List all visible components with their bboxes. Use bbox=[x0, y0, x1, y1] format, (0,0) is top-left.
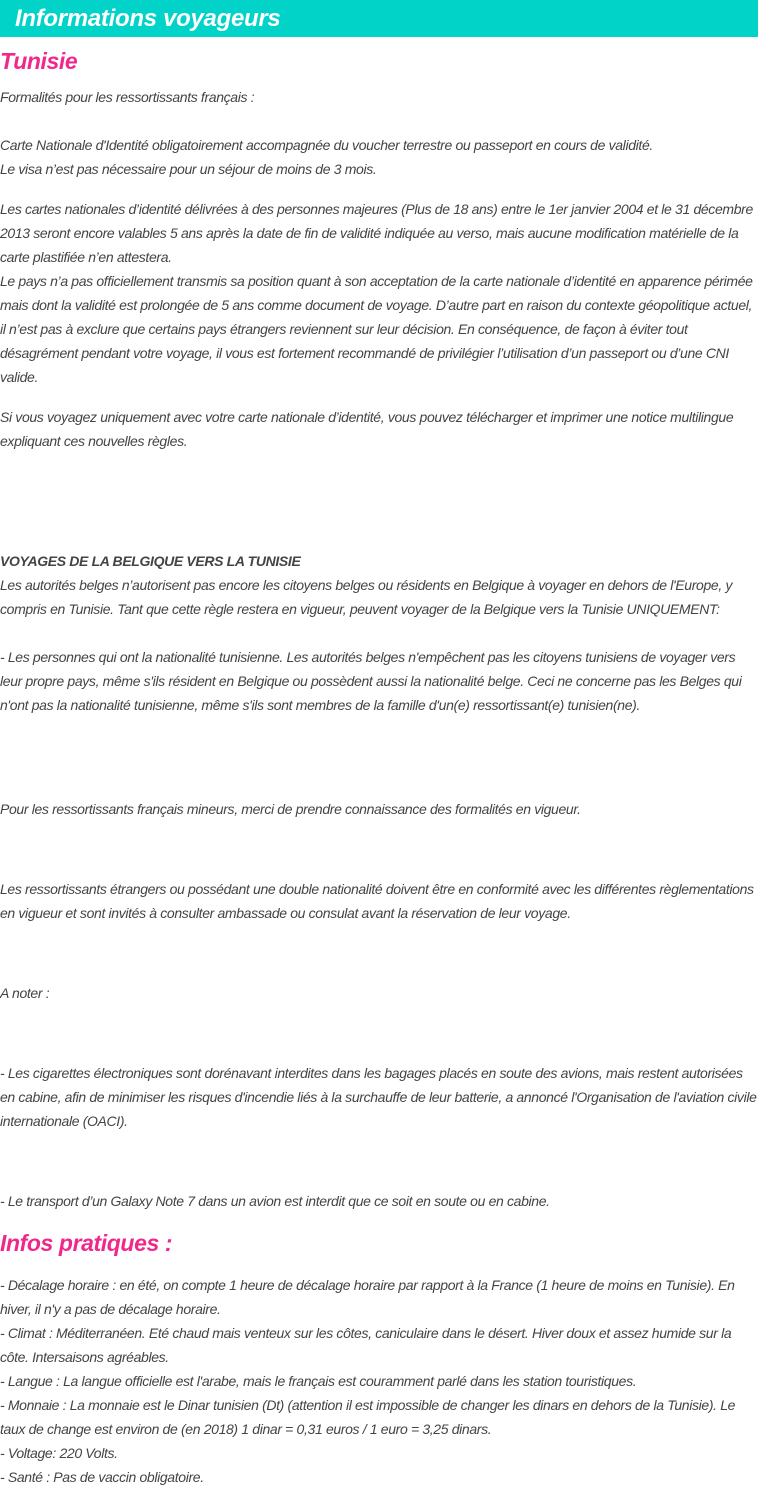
minors-text: Pour les ressortissants français mineurs, merci de prendre connaissance des formalités en vigueur. bbox=[0, 801, 581, 817]
belgium-rule: - Les personnes qui ont la nationalité tunisienne. Les autorités belges n'empêchent pas les citoyens tunisiens de voyager vers leur propre pays, même s'ils résident en Belgique ou possèdent aussi la nationalité belge. Ceci ne concerne pas les Belges qui n'ont pas la nationalité tunisienne, même s'ils sont membres de la famille d'un(e) ressortissant(e) tunisien(ne). bbox=[0, 649, 742, 713]
practical-item-climate: - Climat : Méditerranéen. Eté chaud mais venteux sur les côtes, caniculaire dans le désert. Hiver doux et assez humide sur la côte. Intersaisons agréables. bbox=[0, 1325, 732, 1365]
belgium-heading: VOYAGES DE LA BELGIQUE VERS LA TUNISIE bbox=[0, 553, 301, 569]
practical-item-currency: - Monnaie : La monnaie est le Dinar tunisien (Dt) (attention il est impossible de changer les dinars en dehors de la Tunisie). Le taux de change est environ de (en 2018) 1 dinar = 0,31 euros / 1 euro = 3,25 dinars. bbox=[0, 1397, 736, 1437]
page-header-bar bbox=[0, 0, 758, 37]
formalities-cni-validity: Les cartes nationales d’identité délivrées à des personnes majeures (Plus de 18 ans) entre le 1er janvier 2004 et le 31 décembre 2013 seront encore valables 5 ans après la date de fin de validité indiquée au verso, mais aucune modification matérielle de la carte plastifiée n’en attestera. bbox=[0, 201, 753, 265]
spacer bbox=[0, 109, 758, 133]
spacer bbox=[0, 1133, 758, 1189]
travel-info-content bbox=[0, 37, 758, 1489]
formalities-intro: Formalités pour les ressortissants français : bbox=[0, 89, 255, 105]
practical-item-voltage: - Voltage: 220 Volts. bbox=[0, 1445, 118, 1461]
foreigners-text: Les ressortissants étrangers ou possédant une double nationalité doivent être en conformité avec les différentes règlementations en vigueur et sont invités à consulter ambassade ou consulat avant la réservation de leur voyage. bbox=[0, 881, 754, 921]
notes-galaxy: - Le transport d’un Galaxy Note 7 dans un avion est interdit que ce soit en soute ou en cabine. bbox=[0, 1193, 550, 1209]
practical-item-health: - Santé : Pas de vaccin obligatoire. bbox=[0, 1469, 204, 1485]
spacer bbox=[0, 1005, 758, 1061]
country-title: Tunisie bbox=[0, 48, 78, 74]
practical-item-timezone: - Décalage horaire : en été, on compte 1 heure de décalage horaire par rapport à la France (1 heure de moins en Tunisie). En hiver, il n'y a pas de décalage horaire. bbox=[0, 1277, 735, 1317]
spacer bbox=[0, 453, 758, 549]
spacer bbox=[0, 925, 758, 981]
formalities-cni-notice: Si vous voyagez uniquement avec votre carte nationale d’identité, vous pouvez télécharger et imprimer une notice multilingue expliquant ces nouvelles règles. bbox=[0, 409, 734, 449]
page-title: Informations voyageurs bbox=[15, 5, 281, 32]
notes-ecigarettes: - Les cigarettes électroniques sont dorénavant interdites dans les bagages placés en soute des avions, mais restent autorisées en cabine, afin de minimiser les risques d'incendie liés à la surchauffe de leur batterie, a annoncé l'Organisation de l'aviation civile internationale (OACI). bbox=[0, 1065, 757, 1129]
notes-label: A noter : bbox=[0, 985, 50, 1001]
formalities-cni-position: Le pays n’a pas officiellement transmis sa position quant à son acceptation de la carte nationale d’identité en apparence périmée mais dont la validité est prolongée de 5 ans comme document de voyage. D’autre part en raison du contexte géopolitique actuel, il n’est pas à exclure que certains pays étrangers reviennent sur leur décision. En conséquence, de façon à éviter tout désagrément pendant votre voyage, il vous est fortement recommandé de privilégier l’utilisation d’un passeport ou d’une CNI valide. bbox=[0, 273, 753, 385]
formalities-id-line: Carte Nationale d'Identité obligatoirement accompagnée du voucher terrestre ou passeport en cours de validité. bbox=[0, 137, 653, 153]
formalities-visa-line: Le visa n’est pas nécessaire pour un séjour de moins de 3 mois. bbox=[0, 161, 377, 177]
spacer bbox=[0, 181, 758, 197]
spacer bbox=[0, 717, 758, 797]
practical-title: Infos pratiques : bbox=[0, 1230, 173, 1256]
spacer bbox=[0, 621, 758, 645]
spacer bbox=[0, 389, 758, 405]
belgium-intro: Les autorités belges n’autorisent pas encore les citoyens belges ou résidents en Belgique à voyager en dehors de l'Europe, y compris en Tunisie. Tant que cette règle restera en vigueur, peuvent voyager de la Belgique vers la Tunisie UNIQUEMENT: bbox=[0, 577, 733, 617]
spacer bbox=[0, 821, 758, 877]
practical-item-language: - Langue : La langue officielle est l'arabe, mais le français est couramment parlé dans les station touristiques. bbox=[0, 1373, 637, 1389]
